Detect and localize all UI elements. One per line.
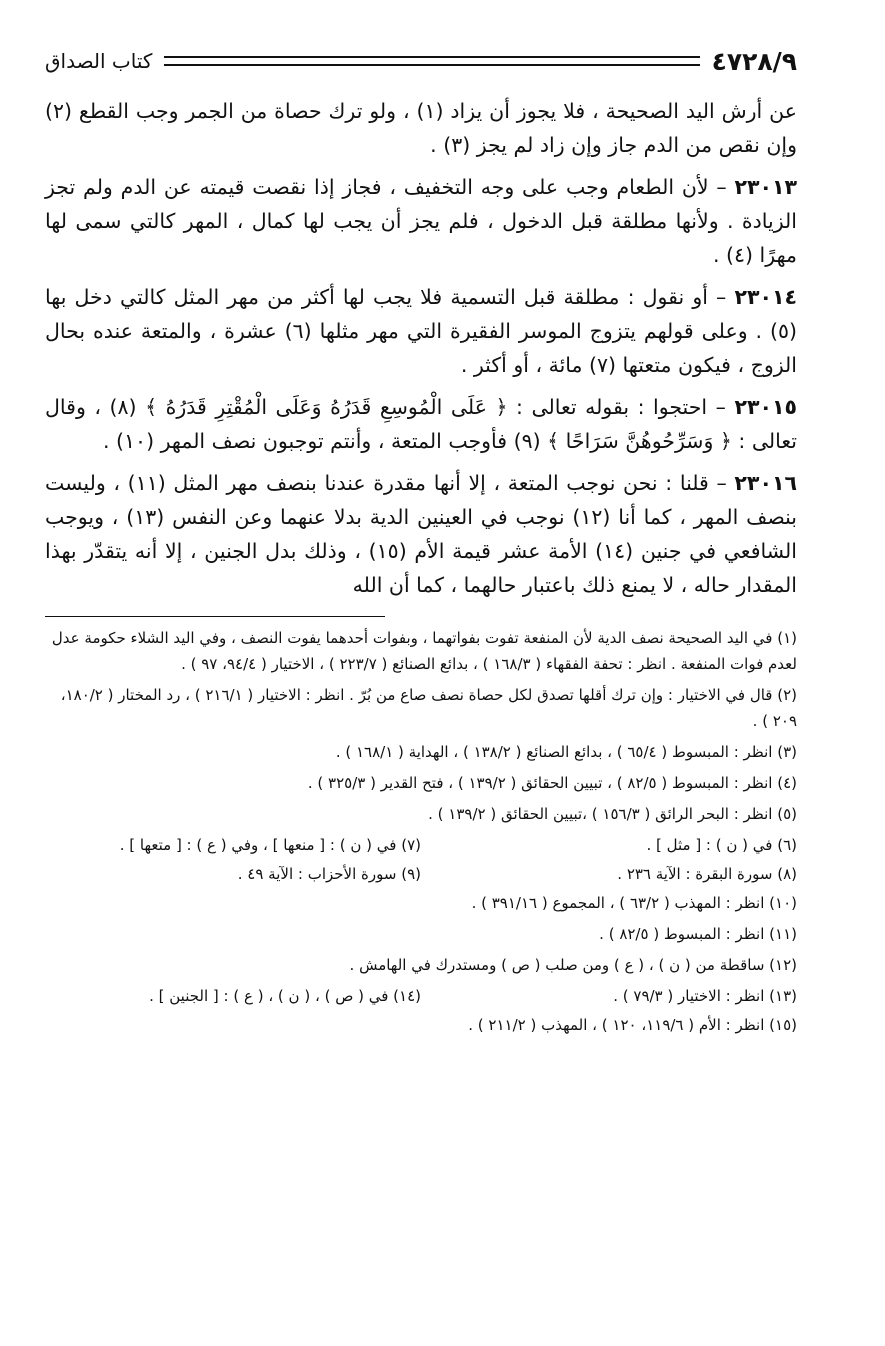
paragraph-number: ٢٣٠١٦	[734, 471, 797, 495]
footnote: (٩) سورة الأحزاب : الآية ٤٩ .	[237, 865, 421, 883]
footnote: (٥) انظر : البحر الرائق ( ١٥٦/٣ ) ،تبيين الحقائق ( ١٣٩/٢ ) .	[428, 805, 797, 823]
page-number: ٤٧٢٨/٩	[711, 46, 797, 76]
paragraph	[45, 466, 797, 602]
paragraph-text: – لأن الطعام وجب على وجه التخفيف ، فجاز إذا نقصت قيمته عن الدم ولم تجز الزيادة . ولأنها مطلقة قبل الدخول ، فلم يجز أن يجب لها كمال ، المهر كالتي سمى لها مهرًا (٤) .	[45, 175, 797, 267]
book-page	[45, 38, 797, 1328]
footnote: (١) في اليد الصحيحة نصف الدية لأن المنفعة تفوت بفواتهما ، وبفوات أحدهما يفوت النصف ، وفي اليد الشلاء حكومة عدل لعدم فوات المنفعة . انظر : تحفة الفقهاء ( ١٦٨/٣ ) ، بدائع الصنائع ( ٢٢٣/٧ ) ، الاختيار ( ٩٤/٤، ٩٧ ) .	[51, 629, 797, 673]
footnote: (٧) في ( ن ) : [ منعها ] ، وفي ( ع ) : [ متعها ] .	[119, 836, 421, 854]
footnote: (٢) قال في الاختيار : وإن ترك أقلها تصدق لكل حصاة نصف صاع من بُرّ . انظر : الاختيار ( ٢١٦/١ ) ، رد المختار ( ١٨٠/٢، ٢٠٩ ) .	[60, 686, 797, 730]
footnote: (٣) انظر : المبسوط ( ٦٥/٤ ) ، بدائع الصنائع ( ١٣٨/٢ ) ، الهداية ( ١٦٨/١ ) .	[335, 743, 797, 761]
footnote: (١٢) ساقطة من ( ن ) ، ( ع ) ومن صلب ( ص ) ومستدرك في الهامش .	[349, 956, 797, 974]
footnote: (١٥) انظر : الأم ( ١١٩/٦، ١٢٠ ) ، المهذب ( ٢١١/٢ ) .	[468, 1016, 797, 1034]
paragraph-number: ٢٣٠١٣	[734, 175, 797, 199]
footnotes	[45, 625, 797, 1038]
paragraph-text: – أو نقول : مطلقة قبل التسمية فلا يجب لها أكثر من مهر المثل كالتي دخل بها (٥) . وعلى قولهم يتزوج الموسر الفقيرة التي مهر مثلها (٦) عشرة ، والمتعة عنده بحال الزوج ، فيكون متعتها (٧) مائة ، أو أكثر .	[45, 285, 797, 377]
footnote: (١٣) انظر : الاختيار ( ٧٩/٣ ) .	[613, 987, 797, 1005]
footnote: (١١) انظر : المبسوط ( ٨٢/٥ ) .	[599, 925, 797, 943]
paragraph-text: عن أرش اليد الصحيحة ، فلا يجوز أن يزاد (١) ، ولو ترك حصاة من الجمر وجب القطع (٢) وإن نقص من الدم جاز وإن زاد لم يجز (٣) .	[45, 99, 797, 157]
footnote: (٦) في ( ن ) : [ مثل ] .	[646, 836, 797, 854]
paragraph	[45, 390, 797, 458]
paragraph-number: ٢٣٠١٤	[734, 285, 797, 309]
paragraph-text: – قلنا : نحن نوجب المتعة ، إلا أنها مقدرة عندنا بنصف مهر المثل (١١) ، وليست بنصف المهر ، كما أنا (١٢) نوجب في العينين الدية بدلا عنهما وعن النفس (١٣) ، ويوجب الشافعي في جنين (١٤) الأمة عشر قيمة الأم (١٥) ، وذلك بدل الجنين ، إلا أنه يتقدّر بهذا المقدار حاله ، لا يمنع ذلك باعتبار حالهما ، كما أن الله	[45, 471, 797, 597]
header-rule	[164, 56, 699, 66]
footnote-row	[45, 832, 797, 858]
paragraph-text: – احتجوا : بقوله تعالى : ﴿ عَلَى الْمُوسِعِ قَدَرُهُ وَعَلَى الْمُقْتِرِ قَدَرُهُ ﴾ (٨) ، وقال تعالى : ﴿ وَسَرِّحُوهُنَّ سَرَاحًا ﴾ (٩) فأوجب المتعة ، وأنتم توجبون نصف المهر (١٠) .	[45, 395, 797, 453]
paragraph-number: ٢٣٠١٥	[734, 395, 797, 419]
paragraph	[45, 170, 797, 272]
paragraph	[45, 280, 797, 382]
footnote: (١٤) في ( ص ) ، ( ن ) ، ( ع ) : [ الجنين ] .	[149, 987, 421, 1005]
book-title: كتاب الصداق	[45, 49, 153, 73]
footnote-divider	[45, 616, 385, 617]
footnote: (٨) سورة البقرة : الآية ٢٣٦ .	[617, 865, 797, 883]
footnote-row	[45, 983, 797, 1009]
footnote: (١٠) انظر : المهذب ( ٦٣/٢ ) ، المجموع ( ٣٩١/١٦ ) .	[471, 894, 797, 912]
footnote: (٤) انظر : المبسوط ( ٨٢/٥ ) ، تبيين الحقائق ( ١٣٩/٢ ) ، فتح القدير ( ٣٢٥/٣ ) .	[307, 774, 797, 792]
paragraph	[45, 94, 797, 162]
main-text	[45, 94, 797, 602]
page-header	[45, 38, 797, 84]
footnote-row	[45, 861, 797, 887]
